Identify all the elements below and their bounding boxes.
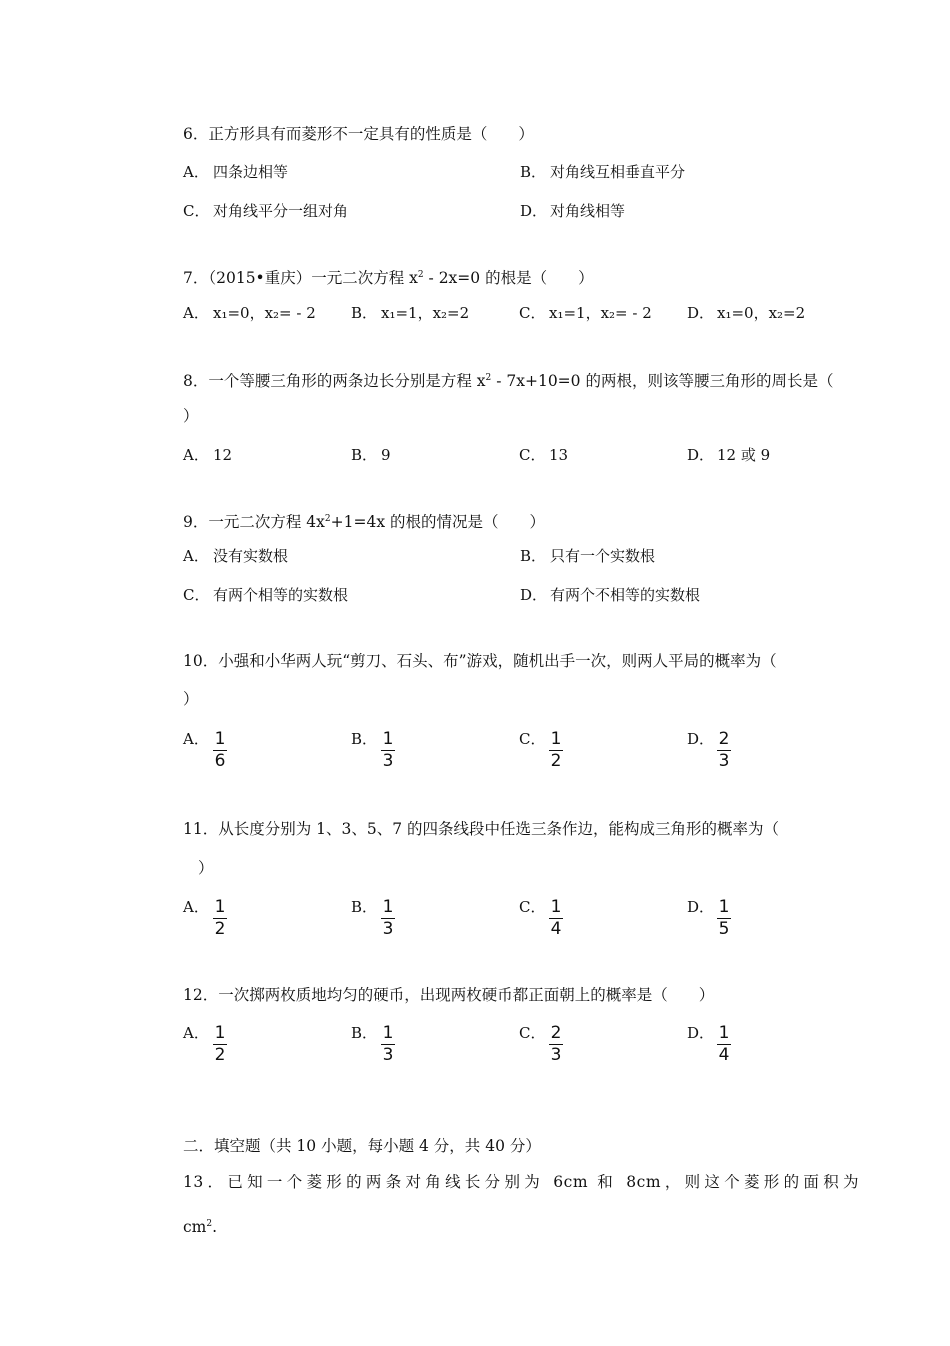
q6-option-d[interactable]: [520, 201, 625, 221]
fraction: $\frac{1}{2}$: [214, 1023, 226, 1065]
option-text: 12 或 9: [717, 446, 771, 464]
question-6-stem: 6．正方形具有而菱形不一定具有的性质是（ ）: [183, 125, 534, 143]
question-7-stem: 7．（2015•重庆）一元二次方程 $x^2 - 2x=0$ 的根是（ ）: [183, 269, 594, 288]
q6-option-b[interactable]: [520, 162, 685, 182]
question-12-stem: 12．一次掷两枚质地均匀的硬币，出现两枚硬币都正面朝上的概率是（ ）: [183, 986, 715, 1004]
option-label: A．: [183, 446, 209, 464]
option-label: A．: [183, 898, 209, 916]
option-text: 13: [549, 446, 569, 464]
option-label: D．: [687, 730, 715, 748]
q6-option-a[interactable]: [183, 162, 288, 182]
fraction: $\frac{1}{3}$: [382, 897, 394, 939]
option-text: x₁=0，x₂= - 2: [213, 304, 316, 322]
fraction: $\frac{1}{3}$: [382, 729, 394, 771]
option-label: A．: [183, 304, 209, 322]
option-label: C．: [519, 1024, 546, 1042]
option-label: D．: [520, 586, 548, 604]
option-label: A．: [183, 1024, 209, 1042]
section-2-heading: 二．填空题（共 10 小题，每小题 4 分，共 40 分）: [183, 1137, 541, 1155]
fraction: $\frac{1}{4}$: [550, 897, 562, 939]
q7-option-b[interactable]: [351, 303, 469, 323]
option-label: D．: [520, 202, 548, 220]
option-text: x₁=0，x₂=2: [717, 304, 806, 322]
q9-option-c[interactable]: [183, 585, 348, 605]
q9-option-d[interactable]: [520, 585, 700, 605]
option-label: B．: [520, 547, 547, 565]
question-8-stem-line2: ）: [183, 407, 199, 425]
fraction: $\frac{1}{2}$: [214, 897, 226, 939]
question-10-stem-line2: ）: [183, 690, 199, 708]
option-label: B．: [520, 163, 547, 181]
question-13-stem: 13．已知一个菱形的两条对角线长分别为 6cm 和 8cm，则这个菱形的面积为: [183, 1173, 859, 1191]
question-11-stem-line2: ）: [198, 859, 214, 877]
option-label: C．: [519, 446, 546, 464]
option-label: B．: [351, 304, 378, 322]
fraction: $\frac{1}{6}$: [214, 729, 226, 771]
fraction: $\frac{2}{3}$: [550, 1023, 562, 1065]
option-text: 12: [213, 446, 233, 464]
option-label: B．: [351, 446, 378, 464]
option-text: 有两个不相等的实数根: [550, 586, 701, 604]
option-text: 只有一个实数根: [550, 547, 656, 565]
option-text: 有两个相等的实数根: [213, 586, 349, 604]
q8-option-c[interactable]: [519, 445, 568, 465]
option-label: C．: [519, 304, 546, 322]
option-label: C．: [519, 898, 546, 916]
option-text: 对角线相等: [550, 202, 626, 220]
option-text: 四条边相等: [213, 163, 289, 181]
q7-option-a[interactable]: [183, 303, 316, 323]
option-label: B．: [351, 898, 378, 916]
q9-option-b[interactable]: [520, 546, 655, 566]
q9-option-a[interactable]: [183, 546, 288, 566]
option-label: D．: [687, 446, 715, 464]
fraction: $\frac{1}{2}$: [550, 729, 562, 771]
q7-option-d[interactable]: [687, 303, 805, 323]
option-label: C．: [183, 586, 210, 604]
option-label: C．: [519, 730, 546, 748]
option-text: 对角线互相垂直平分: [550, 163, 686, 181]
q8-option-a[interactable]: [183, 445, 232, 465]
q7-option-c[interactable]: [519, 303, 652, 323]
option-label: D．: [687, 898, 715, 916]
option-label: A．: [183, 547, 209, 565]
question-8-stem: 8．一个等腰三角形的两条边长分别是方程 $x^2 - 7x+10=0$ 的两根，则该等腰三角形的周长是（: [183, 372, 834, 391]
option-label: A．: [183, 730, 209, 748]
option-text: x₁=1，x₂=2: [381, 304, 470, 322]
option-text: x₁=1，x₂= - 2: [549, 304, 652, 322]
fraction: $\frac{1}{4}$: [718, 1023, 730, 1065]
option-label: B．: [351, 730, 378, 748]
fraction: $\frac{2}{3}$: [718, 729, 730, 771]
question-10-stem: 10．小强和小华两人玩“剪刀、石头、布”游戏，随机出手一次，则两人平局的概率为（: [183, 652, 777, 670]
fraction: $\frac{1}{5}$: [718, 897, 730, 939]
question-11-stem: 11．从长度分别为 1、3、5、7 的四条线段中任选三条作边，能构成三角形的概率为（: [183, 820, 780, 838]
option-label: D．: [687, 304, 715, 322]
option-label: A．: [183, 163, 209, 181]
question-13-unit: $cm^2$.: [183, 1218, 218, 1237]
q8-option-d[interactable]: [687, 445, 770, 465]
option-text: 9: [381, 446, 391, 464]
option-label: C．: [183, 202, 210, 220]
option-label: B．: [351, 1024, 378, 1042]
fraction: $\frac{1}{3}$: [382, 1023, 394, 1065]
option-text: 对角线平分一组对角: [213, 202, 349, 220]
option-label: D．: [687, 1024, 715, 1042]
q6-option-c[interactable]: [183, 201, 348, 221]
question-9-stem: 9．一元二次方程 $4x^2+1=4x$ 的根的情况是（ ）: [183, 513, 546, 532]
option-text: 没有实数根: [213, 547, 289, 565]
q8-option-b[interactable]: [351, 445, 391, 465]
